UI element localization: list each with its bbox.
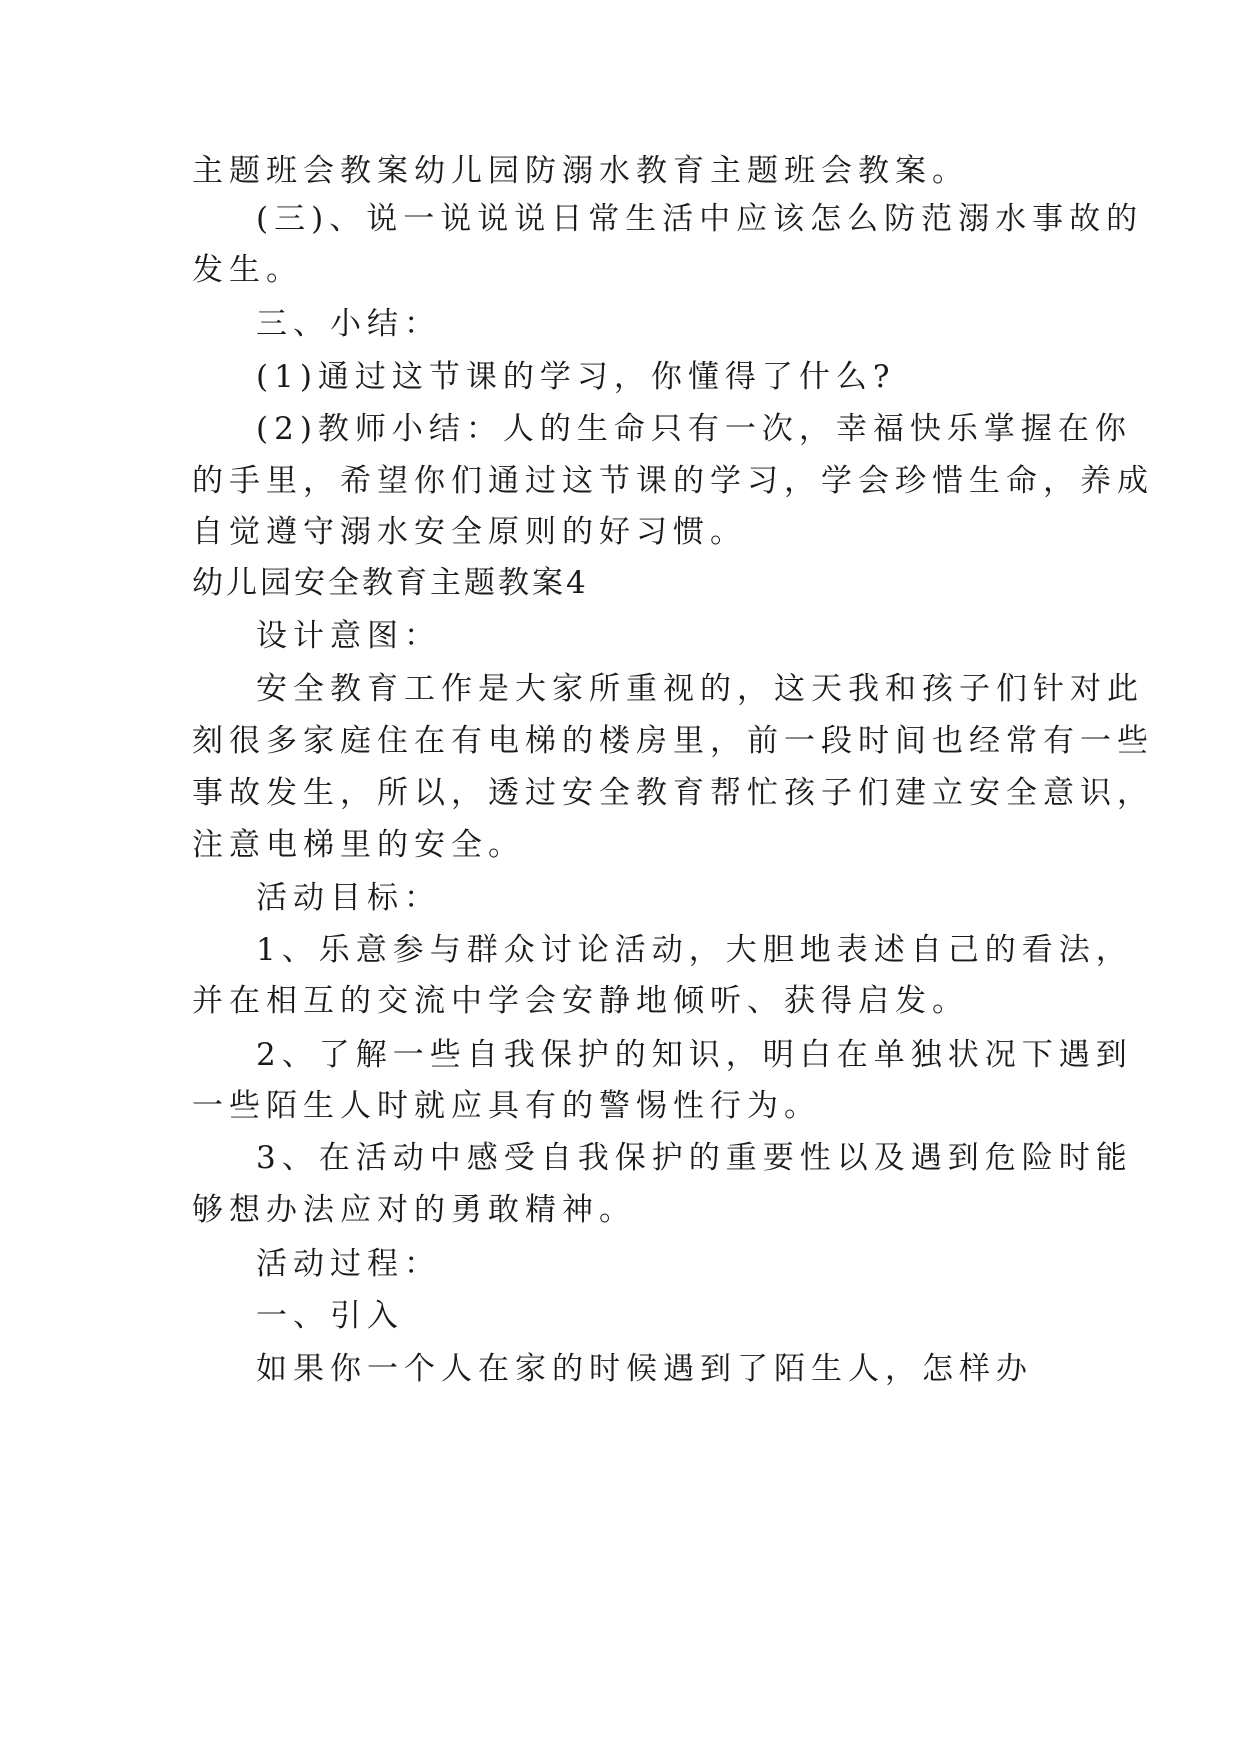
text-line: 如果你一个人在家的时候遇到了陌生人，怎样办	[256, 1351, 1033, 1387]
text-line: (2)教师小结：人的生命只有一次，幸福快乐掌握在你	[256, 411, 1132, 447]
section-heading: 活动目标：	[256, 880, 441, 916]
text-line: 主题班会教案幼儿园防溺水教育主题班会教案。	[192, 153, 969, 189]
section-heading: 三、小结：	[256, 306, 441, 342]
text-line: 2、了解一些自我保护的知识，明白在单独状况下遇到	[256, 1037, 1133, 1073]
document-title: 幼儿园安全教育主题教案4	[192, 565, 589, 601]
text-line: (三)、说一说说说日常生活中应该怎么防范溺水事故的	[256, 201, 1144, 237]
text-line: 自觉遵守溺水安全原则的好习惯。	[192, 514, 747, 550]
text-line: 刻很多家庭住在有电梯的楼房里，前一段时间也经常有一些	[192, 723, 1154, 759]
section-heading: 活动过程：	[256, 1246, 441, 1282]
text-line: 并在相互的交流中学会安静地倾听、获得启发。	[192, 983, 969, 1019]
text-line: 的手里，希望你们通过这节课的学习，学会珍惜生命，养成	[192, 463, 1154, 499]
text-line: 3、在活动中感受自我保护的重要性以及遇到危险时能	[256, 1140, 1133, 1176]
text-line: 事故发生，所以，透过安全教育帮忙孩子们建立安全意识，	[192, 775, 1154, 811]
section-heading: 设计意图：	[256, 618, 441, 654]
text-line: 注意电梯里的安全。	[192, 827, 525, 863]
text-line: 一些陌生人时就应具有的警惕性行为。	[192, 1088, 821, 1124]
text-line: 发生。	[192, 252, 303, 288]
text-line: 够想办法应对的勇敢精神。	[192, 1192, 636, 1228]
text-line: 1、乐意参与群众讨论活动，大胆地表述自己的看法，	[256, 932, 1133, 968]
text-line: (1)通过这节课的学习，你懂得了什么?	[256, 359, 896, 395]
text-line: 安全教育工作是大家所重视的，这天我和孩子们针对此	[256, 671, 1144, 707]
section-heading: 一、引入	[256, 1298, 404, 1334]
